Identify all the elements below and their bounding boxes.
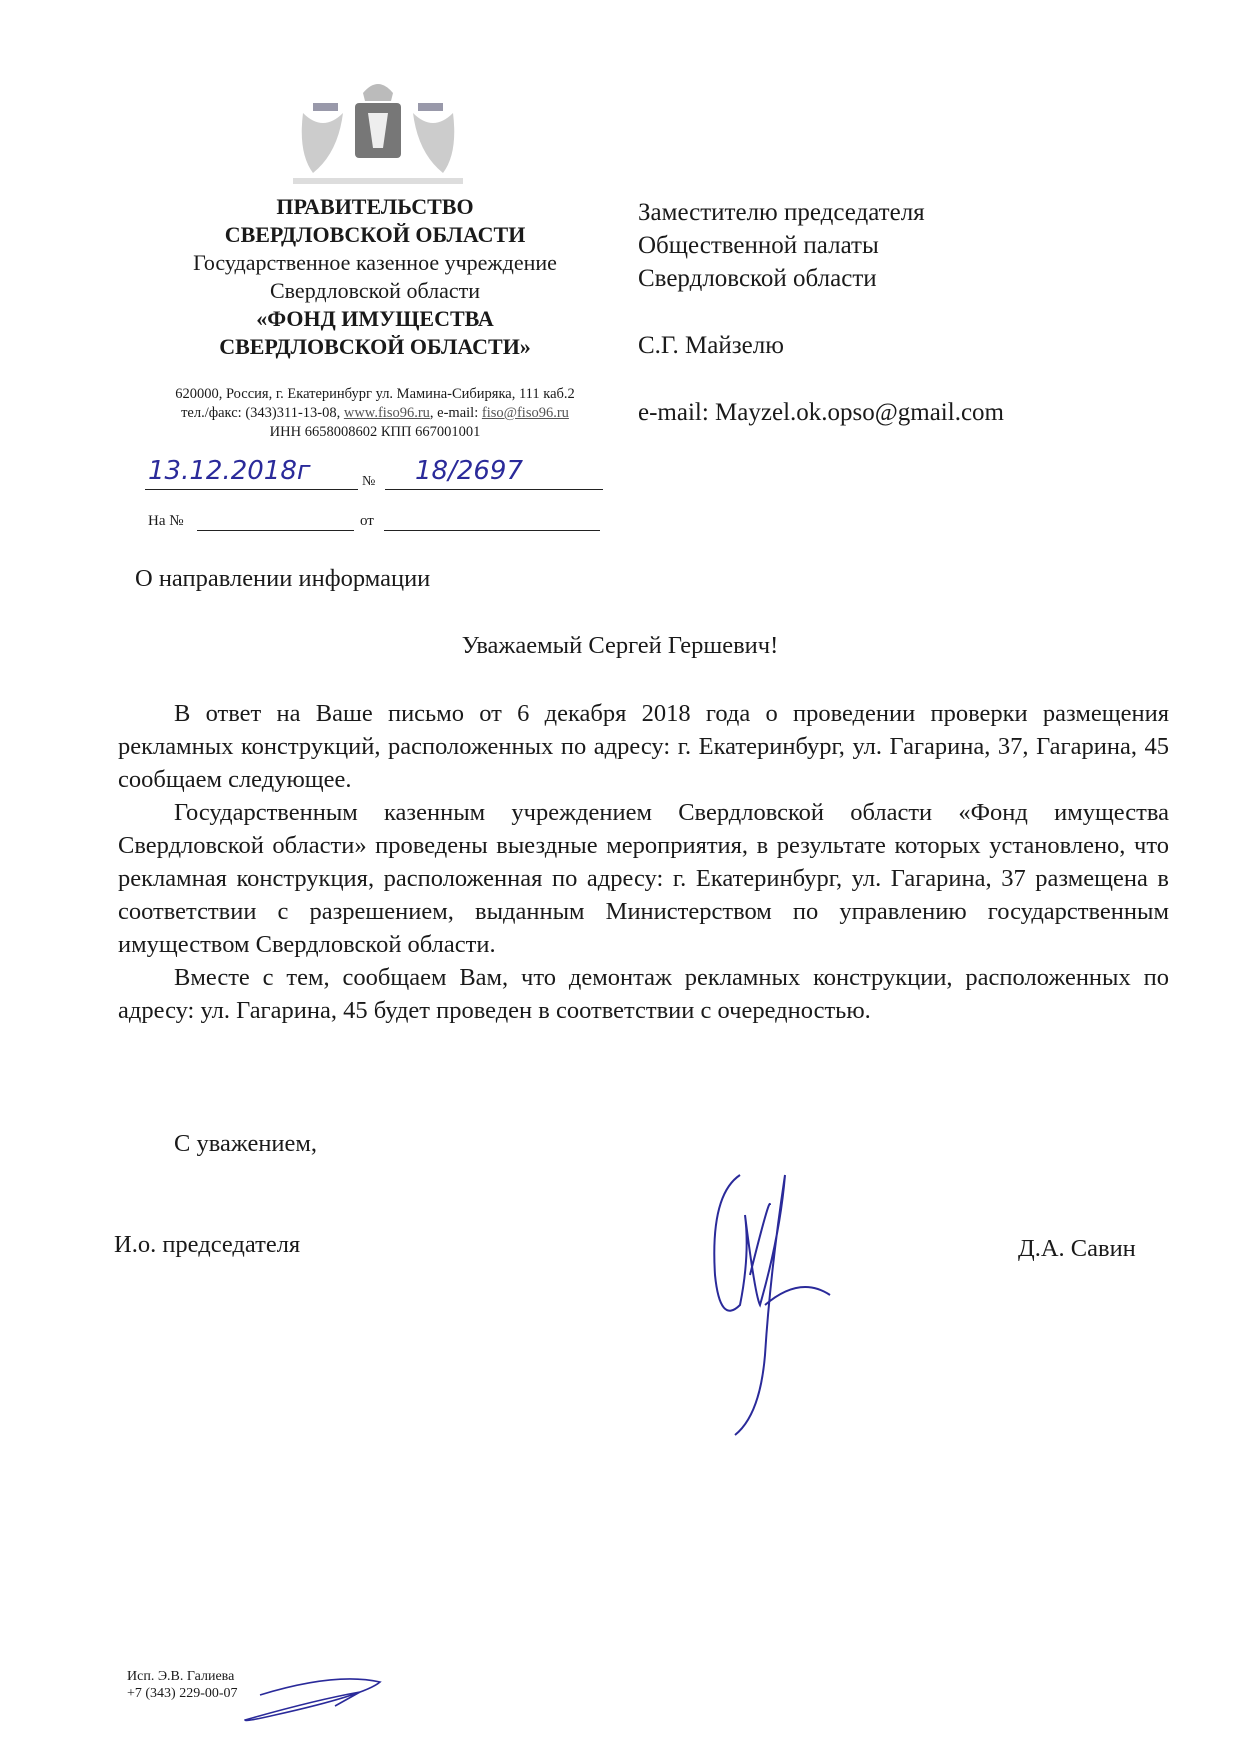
signer-name: Д.А. Савин [1018,1235,1136,1262]
org-header [130,193,620,361]
org-phone: тел./факс: (343)311-13-08, [181,405,344,421]
letter-body [118,697,1169,1027]
addressee-line1: Заместителю председателя [638,199,925,226]
greeting: Уважаемый Сергей Гершевич! [461,632,779,659]
org-website-link[interactable]: www.fiso96.ru [343,405,430,421]
from-line [384,530,600,531]
closing: С уважением, [174,1130,318,1157]
executor-name: Исп. Э.В. Галиева [127,1669,235,1684]
org-email-link[interactable]: fiso@fiso96.ru [481,405,569,421]
addressee-line2: Общественной палаты [638,232,879,259]
signature [690,1155,860,1445]
addressee-block [638,196,1004,429]
ref-label: На № [148,513,184,529]
handwritten-date: 13.12.2018г [148,456,311,486]
inst-line1: Государственное казенное учреждение [193,250,557,275]
from-label: от [360,513,374,529]
gov-line1: ПРАВИТЕЛЬСТВО [276,194,474,219]
inst-line2: Свердловской области [270,278,480,303]
ref-line [197,530,354,531]
number-line [385,489,603,490]
executor-phone: +7 (343) 229-00-07 [127,1686,238,1701]
addressee-email: e-mail: Mayzel.ok.opso@gmail.com [638,399,1004,426]
paragraph: Вместе с тем, сообщаем Вам, что демонтаж рекламных конструкции, расположенных по адресу: ул. Гагарина, 45 будет проведен в соответствии с очередностью. [118,964,1169,1024]
org-contacts [130,385,620,442]
gov-line2: СВЕРДЛОВСКОЙ ОБЛАСТИ [224,222,526,247]
executor-signature [215,1670,395,1725]
date-line [145,489,358,490]
addressee-name: С.Г. Майзелю [638,332,784,359]
paragraph: В ответ на Ваше письмо от 6 декабря 2018 года о проведении проверки размещения рекламных конструкций, расположенных по адресу: г. Екатеринбург, ул. Гагарина, 37, Гагарина, 45 сообщаем следующее. [118,700,1169,793]
subject: О направлении информации [135,565,431,592]
org-inn: ИНН 6658008602 КПП 667001001 [269,424,481,440]
number-label: № [362,474,376,489]
signer-title: И.о. председателя [114,1231,301,1258]
email-label: , e-mail: [429,405,482,421]
org-address: 620000, Россия, г. Екатеринбург ул. Мамина-Сибиряка, 111 каб.2 [175,386,575,402]
fund-line2: СВЕРДЛОВСКОЙ ОБЛАСТИ» [219,334,531,359]
addressee-line3: Свердловской области [638,265,877,292]
handwritten-number: 18/2697 [415,456,524,486]
coat-of-arms-emblem [293,73,463,188]
fund-line1: «ФОНД ИМУЩЕСТВА [256,306,494,331]
paragraph: Государственным казенным учреждением Свердловской области «Фонд имущества Свердловской области» проведены выездные мероприятия, в результате которых установлено, что рекламная конструкция, расположенная по адресу: г. Екатеринбург, ул. Гагарина, 37 размещена в соответствии с разрешением, выданным Министерством по управлению государственным имуществом Свердловской области. [118,799,1169,958]
